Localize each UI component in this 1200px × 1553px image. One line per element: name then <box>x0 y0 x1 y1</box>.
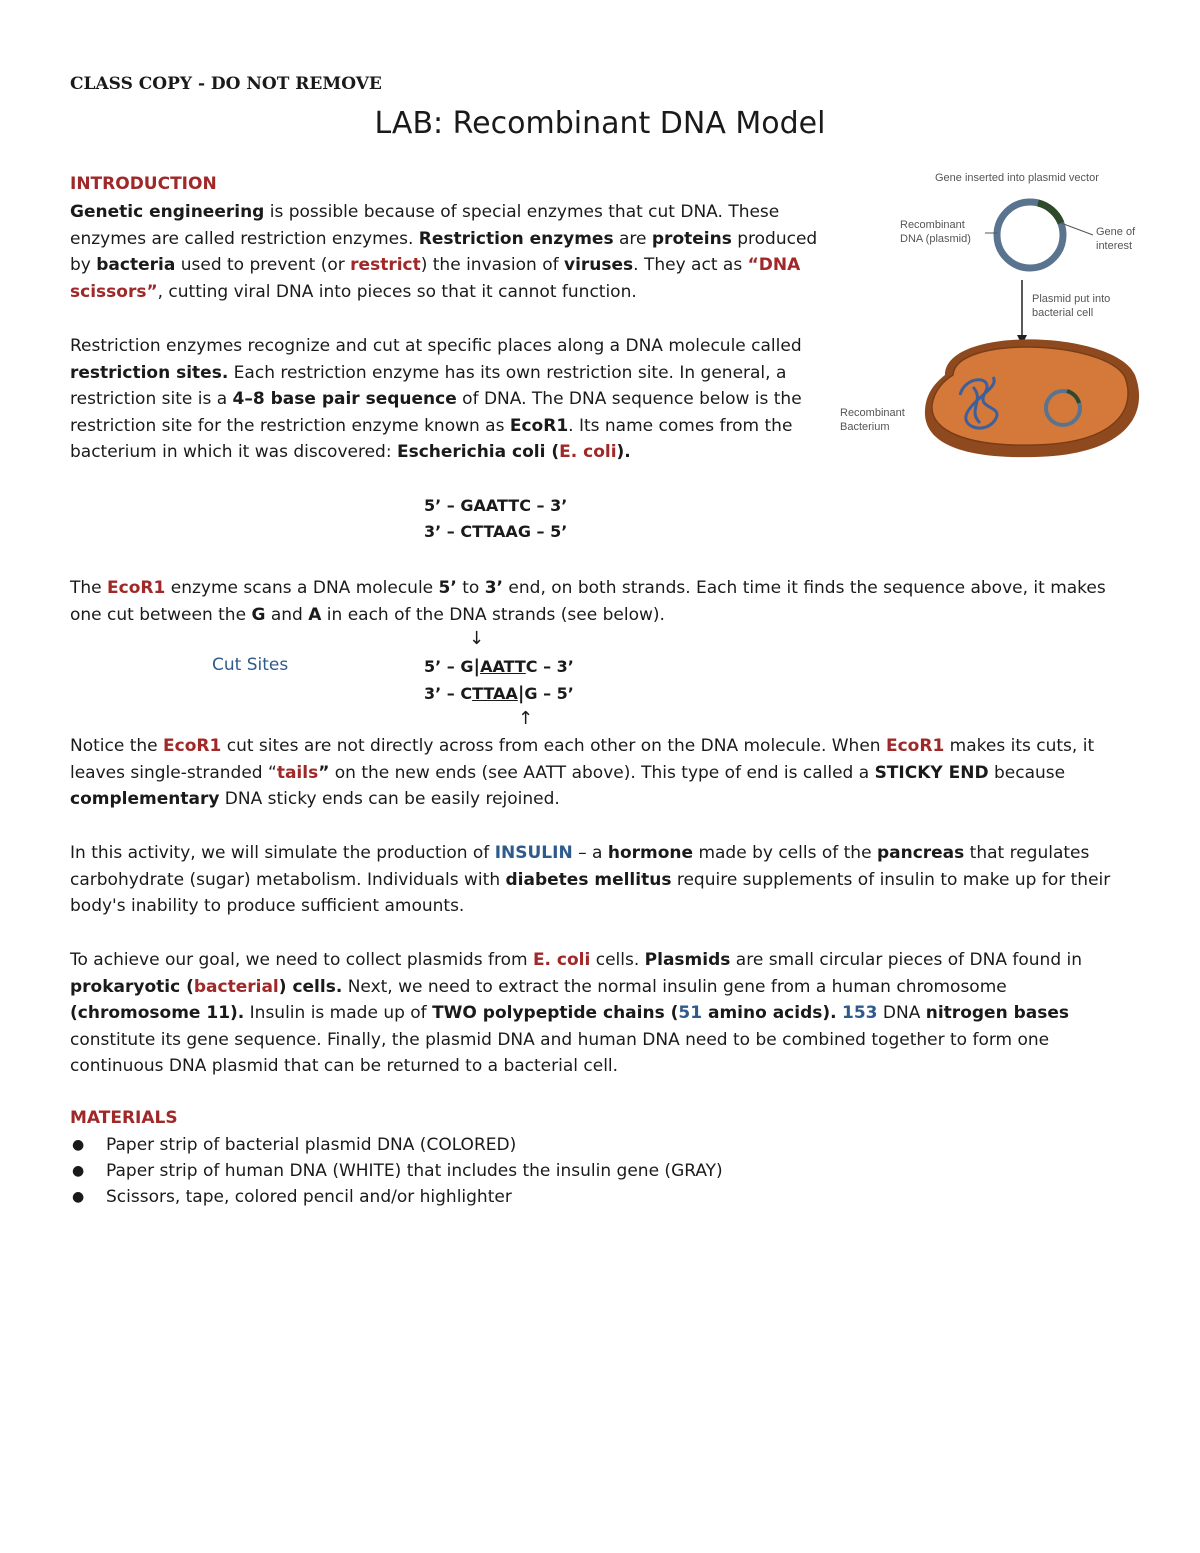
gene-segment <box>1038 203 1061 223</box>
bullet-icon: ● <box>72 1163 85 1179</box>
materials-item: ● Paper strip of bacterial plasmid DNA (COLORED) <box>70 1132 723 1158</box>
site-bottom-strand: 3’ – CTTAAG – 5’ <box>424 522 568 541</box>
recombinant-dna-label: Recombinant <box>900 219 965 231</box>
bullet-icon: ● <box>72 1137 85 1153</box>
site-top-strand: 5’ – GAATTC – 3’ <box>424 496 568 515</box>
insulin-paragraph: In this activity, we will simulate the production of INSULIN – a hormone made by cells of the pancreas that regulates carbohydrate (sugar) metabolism. Individuals with diabetes mellitus require supplements of insulin to make up for their body's inability to produce sufficient amounts. <box>70 843 1111 916</box>
intro-paragraph-1: Genetic engineering is possible because of special enzymes that cut DNA. These enzymes are called restriction enzymes. Restriction enzymes are proteins produced by bacteria used to prevent (or restrict) the invasion of viruses. They act as “DNA scissors”, cutting viral DNA into pieces so that it cannot function. <box>70 202 818 302</box>
recombinant-dna-figure <box>835 165 1165 465</box>
materials-item: ● Scissors, tape, colored pencil and/or highlighter <box>70 1184 723 1210</box>
plasmid-put-label: Plasmid put into <box>1032 293 1111 305</box>
figure-caption: Gene inserted into plasmid vector <box>935 172 1099 184</box>
recombinant-dna-label-2: DNA (plasmid) <box>900 233 971 245</box>
top-cut-arrow: ↓ <box>469 628 485 649</box>
materials-heading: MATERIALS <box>70 1108 178 1128</box>
ecor1-paragraph: The EcoR1 enzyme scans a DNA molecule 5’ to 3’ end, on both strands. Each time it finds the sequence above, it makes one cut between the G and A in each of the DNA strands (see below). <box>70 578 1106 625</box>
plasmid-paragraph: To achieve our goal, we need to collect plasmids from E. coli cells. Plasmids are small circular pieces of DNA found in prokaryotic (bacterial) cells. Next, we need to extract the normal insulin gene from a human chromosome (chromosome 11). Insulin is made up of TWO polypeptide chains (51 amino acids). 153 DNA nitrogen bases constitute its gene sequence. Finally, the plasmid DNA and human DNA need to be combined together to form one continuous DNA plasmid that can be returned to a bacterial cell. <box>70 950 1083 1076</box>
class-copy-notice: CLASS COPY - DO NOT REMOVE <box>70 74 382 94</box>
bottom-cut-arrow: ↑ <box>518 708 534 729</box>
page-title: LAB: Recombinant DNA Model <box>374 106 826 141</box>
introduction-heading: INTRODUCTION <box>70 174 217 194</box>
gene-label-2: interest <box>1096 240 1133 252</box>
cut-bottom-strand: 3’ – CTTAA|G – 5’ <box>424 683 574 704</box>
cut-sites-label: Cut Sites <box>212 655 289 675</box>
bacterium-label: Recombinant <box>840 407 905 419</box>
bullet-icon: ● <box>72 1189 85 1205</box>
materials-item: ● Paper strip of human DNA (WHITE) that includes the insulin gene (GRAY) <box>70 1158 723 1184</box>
plasmid-put-label-2: bacterial cell <box>1032 307 1094 319</box>
cut-top-strand: 5’ – G|AATTC – 3’ <box>424 656 574 677</box>
materials-list <box>70 1132 723 1210</box>
bacterium-inner <box>932 347 1128 445</box>
bacterium-label-2: Bacterium <box>840 421 890 433</box>
intro-paragraph-2: Restriction enzymes recognize and cut at specific places along a DNA molecule called restriction sites. Each restriction enzyme has its own restriction site. In general, a restriction site is a 4–8 base pair sequence of DNA. The DNA sequence below is the restriction site for the restriction enzyme known as EcoR1. Its name comes from the bacterium in which it was discovered: Escherichia coli (E. coli). <box>70 336 802 462</box>
sticky-end-paragraph: Notice the EcoR1 cut sites are not directly across from each other on the DNA molecule. When EcoR1 makes its cuts, it leaves single-stranded “tails” on the new ends (see AATT above). This type of end is called a STICKY END because complementary DNA sticky ends can be easily rejoined. <box>70 736 1095 809</box>
gene-label: Gene of <box>1096 226 1136 238</box>
